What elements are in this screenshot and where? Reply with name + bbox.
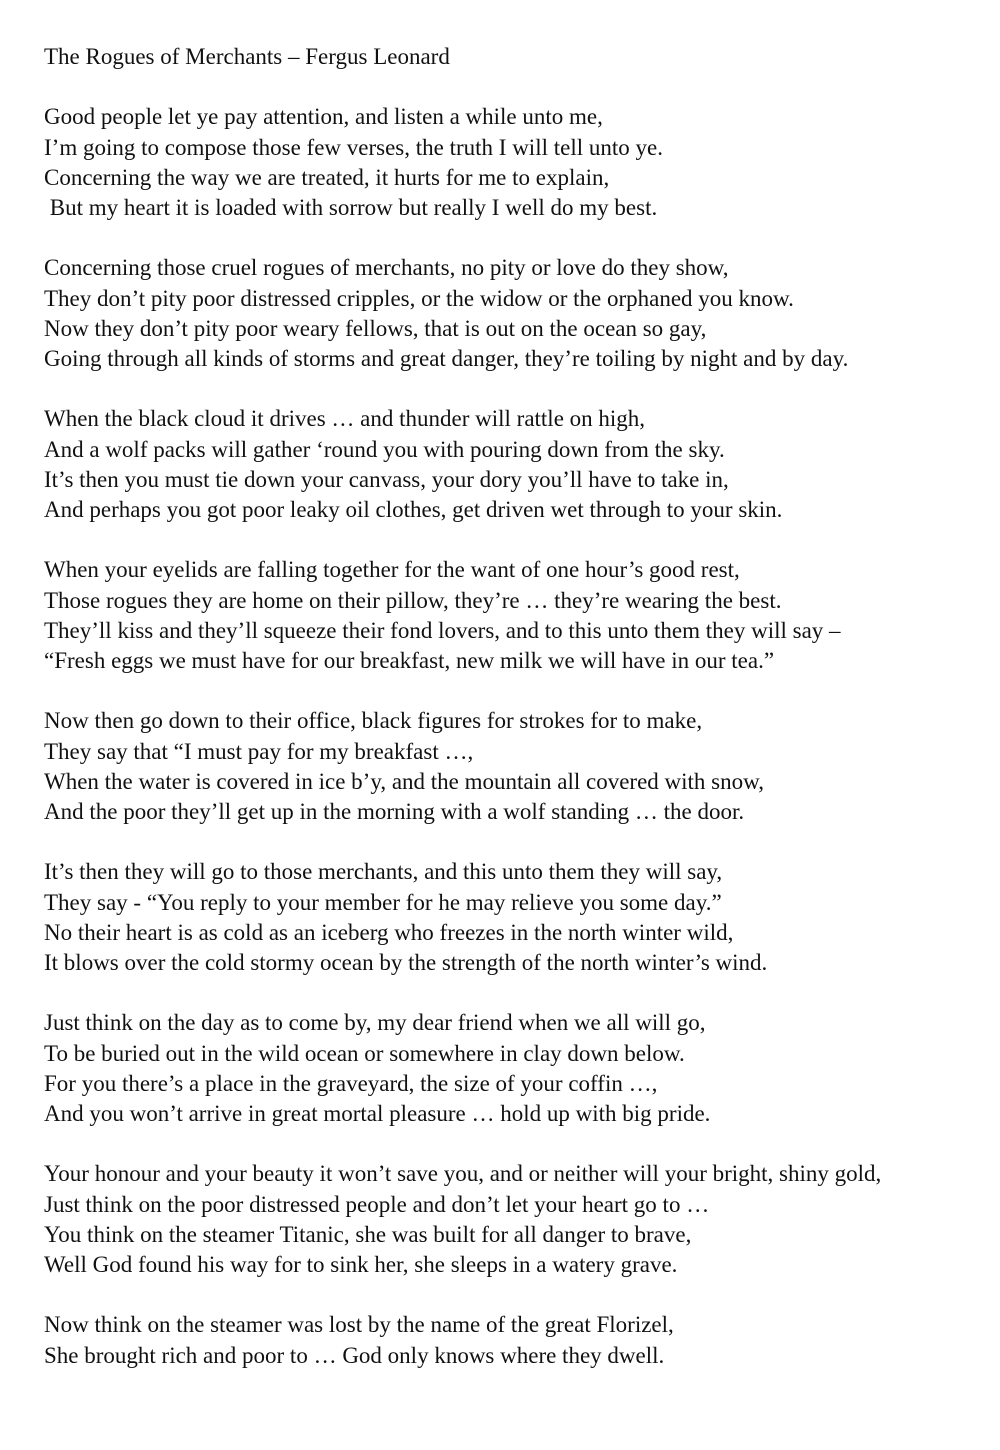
stanza	[44, 706, 974, 827]
poem-body	[44, 102, 974, 1370]
document-title: The Rogues of Merchants – Fergus Leonard	[44, 44, 450, 69]
poem-line: And the poor they’ll get up in the morning with a wolf standing … the door.	[44, 799, 745, 824]
poem-line: “Fresh eggs we must have for our breakfast, new milk we will have in our tea.”	[44, 648, 775, 673]
poem-line: Well God found his way for to sink her, she sleeps in a watery grave.	[44, 1252, 678, 1277]
poem-line: Now think on the steamer was lost by the name of the great Florizel,	[44, 1312, 674, 1338]
poem-line: And you won’t arrive in great mortal pleasure … hold up with big pride.	[44, 1101, 711, 1126]
poem-line: When the black cloud it drives … and thunder will rattle on high,	[44, 406, 646, 432]
poem-line: Those rogues they are home on their pillow, they’re … they’re wearing the best.	[44, 587, 782, 613]
poem-line: When your eyelids are falling together for the want of one hour’s good rest,	[44, 557, 740, 583]
poem-line: You think on the steamer Titanic, she was built for all danger to brave,	[44, 1221, 692, 1247]
poem-line: Your honour and your beauty it won’t save you, and or neither will your bright, shiny gold,	[44, 1161, 882, 1187]
poem-line: They don’t pity poor distressed cripples, or the widow or the orphaned you know.	[44, 285, 794, 311]
stanza	[44, 1008, 974, 1129]
poem-line: When the water is covered in ice b’y, and the mountain all covered with snow,	[44, 768, 764, 794]
poem-line: They’ll kiss and they’ll squeeze their fond lovers, and to this unto them they will say –	[44, 617, 841, 643]
poem-line: They say that “I must pay for my breakfast …,	[44, 738, 474, 764]
poem-line: I’m going to compose those few verses, the truth I will tell unto ye.	[44, 134, 663, 160]
poem-line: Going through all kinds of storms and great danger, they’re toiling by night and by day.	[44, 346, 849, 371]
stanza	[44, 1159, 974, 1280]
poem-line: To be buried out in the wild ocean or somewhere in clay down below.	[44, 1040, 685, 1066]
poem-line: It’s then they will go to those merchants, and this unto them they will say,	[44, 859, 723, 885]
poem-line: Good people let ye pay attention, and listen a while unto me,	[44, 104, 603, 130]
stanza	[44, 555, 974, 676]
document-page	[44, 42, 974, 1401]
poem-line: For you there’s a place in the graveyard, the size of your coffin …,	[44, 1070, 658, 1096]
stanza	[44, 404, 974, 525]
poem-line: Concerning those cruel rogues of merchants, no pity or love do they show,	[44, 255, 729, 281]
stanza	[44, 102, 974, 223]
stanza	[44, 253, 974, 374]
poem-line: Just think on the day as to come by, my dear friend when we all will go,	[44, 1010, 706, 1036]
poem-line: It’s then you must tie down your canvass, your dory you’ll have to take in,	[44, 466, 729, 492]
poem-line: They say - “You reply to your member for he may relieve you some day.”	[44, 889, 722, 915]
poem-line: Now they don’t pity poor weary fellows, that is out on the ocean so gay,	[44, 315, 707, 341]
poem-line: It blows over the cold stormy ocean by the strength of the north winter’s wind.	[44, 950, 768, 975]
poem-line: But my heart it is loaded with sorrow but really I well do my best.	[44, 195, 658, 220]
poem-line: She brought rich and poor to … God only knows where they dwell.	[44, 1342, 665, 1368]
poem-line: Just think on the poor distressed people and don’t let your heart go to …	[44, 1191, 710, 1217]
poem-line: Concerning the way we are treated, it hurts for me to explain,	[44, 164, 610, 190]
poem-line: And a wolf packs will gather ‘round you with pouring down from the sky.	[44, 436, 725, 462]
stanza	[44, 857, 974, 978]
stanza	[44, 1310, 974, 1370]
poem-line: Now then go down to their office, black figures for strokes for to make,	[44, 708, 703, 734]
poem-line: And perhaps you got poor leaky oil clothes, get driven wet through to your skin.	[44, 497, 783, 522]
poem-line: No their heart is as cold as an iceberg who freezes in the north winter wild,	[44, 919, 734, 945]
